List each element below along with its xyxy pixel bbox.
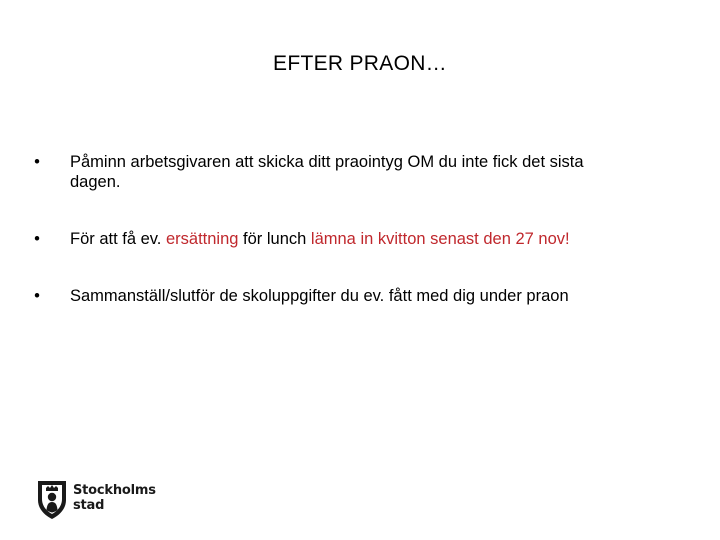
bullet-item [30, 152, 680, 192]
bullet-text: Sammanställ/slutför de skoluppgifter du ev. fått med dig under praon [70, 287, 569, 305]
bullet-text-segment: För att få ev. [70, 230, 166, 248]
bullet-marker: • [34, 153, 40, 171]
logo-line: stad [73, 498, 105, 513]
bullet-marker: • [34, 230, 40, 248]
highlight-text: ersättning [165, 230, 239, 248]
bullet-text-line: dagen. [70, 173, 121, 191]
logo-wordmark [73, 483, 156, 513]
bullet-text-line: Påminn arbetsgivaren att skicka ditt praointyg OM du inte fick det sista [70, 153, 584, 171]
stockholm-crest-icon [36, 478, 68, 520]
stockholms-stad-logo [36, 478, 166, 520]
bullet-marker: • [34, 287, 40, 305]
bullet-text-segment: för lunch [238, 230, 311, 248]
bullet-text [70, 153, 584, 191]
highlight-text: lämna in kvitton senast den 27 nov! [310, 230, 570, 248]
bullet-item [30, 229, 680, 249]
bullet-text [70, 230, 570, 248]
bullet-list [30, 152, 680, 306]
logo-line: Stockholms [73, 483, 156, 498]
bullet-item [30, 286, 680, 306]
slide-title: EFTER PRAON… [273, 52, 447, 75]
